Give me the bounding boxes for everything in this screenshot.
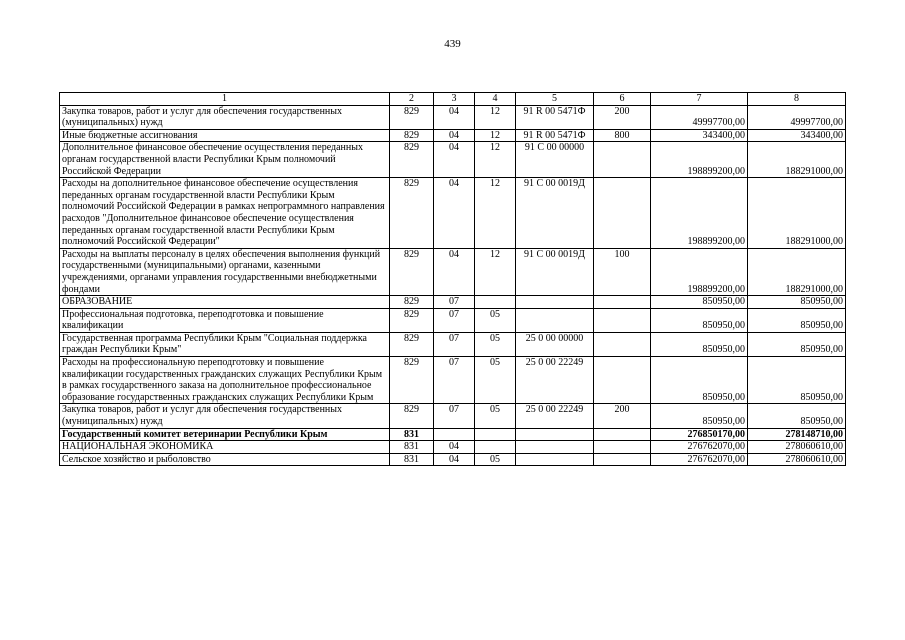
row-name-cell: Сельское хозяйство и рыболовство — [60, 453, 390, 466]
subsection-code-cell: 12 — [475, 142, 516, 178]
section-code-cell: 07 — [434, 357, 475, 404]
table-row — [60, 129, 846, 142]
admin-code-cell: 829 — [390, 129, 434, 142]
row-name-cell: Иные бюджетные ассигнования — [60, 129, 390, 142]
target-article-cell — [516, 296, 594, 309]
admin-code-cell: 829 — [390, 142, 434, 178]
subsection-code-cell: 05 — [475, 404, 516, 428]
target-article-cell: 91 C 00 0019Д — [516, 248, 594, 295]
subsection-code-cell: 12 — [475, 105, 516, 129]
amount-year1-cell: 49997700,00 — [651, 105, 748, 129]
amount-year1-cell: 198899200,00 — [651, 142, 748, 178]
row-name-cell: ОБРАЗОВАНИЕ — [60, 296, 390, 309]
expense-type-cell — [594, 296, 651, 309]
section-code-cell: 07 — [434, 308, 475, 332]
row-name-cell: Государственный комитет ветеринарии Республики Крым — [60, 428, 390, 441]
expense-type-cell — [594, 178, 651, 249]
section-code-cell: 04 — [434, 129, 475, 142]
row-name-cell: Государственная программа Республики Крым "Социальная поддержка граждан Республики Крым" — [60, 332, 390, 356]
amount-year2-cell: 278060610,00 — [748, 441, 846, 454]
amount-year1-cell: 198899200,00 — [651, 248, 748, 295]
table-row — [60, 178, 846, 249]
row-name-cell: Расходы на дополнительное финансовое обеспечение осуществления переданных органам государственной власти Республики Крым полномочий Российской Федерации в рамках непрограммного направления расходов "Дополнительное финансовое обеспечение осуществления переданных органам государственной власти Республики Крым полномочий Российской Федерации" — [60, 178, 390, 249]
amount-year1-cell: 850950,00 — [651, 308, 748, 332]
header-cell: 2 — [390, 93, 434, 106]
expense-type-cell — [594, 308, 651, 332]
header-cell: 7 — [651, 93, 748, 106]
section-code-cell: 04 — [434, 453, 475, 466]
table-row — [60, 453, 846, 466]
table-row — [60, 105, 846, 129]
row-name-cell: Закупка товаров, работ и услуг для обеспечения государственных (муниципальных) нужд — [60, 404, 390, 428]
row-name-cell: Закупка товаров, работ и услуг для обеспечения государственных (муниципальных) нужд — [60, 105, 390, 129]
amount-year1-cell: 198899200,00 — [651, 178, 748, 249]
amount-year2-cell: 850950,00 — [748, 357, 846, 404]
amount-year2-cell: 343400,00 — [748, 129, 846, 142]
amount-year1-cell: 343400,00 — [651, 129, 748, 142]
expense-type-cell: 100 — [594, 248, 651, 295]
header-cell: 6 — [594, 93, 651, 106]
header-cell: 5 — [516, 93, 594, 106]
admin-code-cell: 829 — [390, 105, 434, 129]
amount-year1-cell: 850950,00 — [651, 296, 748, 309]
subsection-code-cell: 12 — [475, 129, 516, 142]
amount-year1-cell: 276762070,00 — [651, 453, 748, 466]
table-row — [60, 248, 846, 295]
amount-year1-cell: 850950,00 — [651, 332, 748, 356]
row-name-cell: Расходы на выплаты персоналу в целях обеспечения выполнения функций государственными (муниципальными) органами, казенными учреждениями, органами управления государственными внебюджетными фондами — [60, 248, 390, 295]
table-row — [60, 142, 846, 178]
expense-type-cell — [594, 357, 651, 404]
amount-year2-cell: 188291000,00 — [748, 142, 846, 178]
target-article-cell: 91 C 00 0019Д — [516, 178, 594, 249]
amount-year2-cell: 850950,00 — [748, 308, 846, 332]
budget-table — [59, 92, 846, 466]
target-article-cell — [516, 441, 594, 454]
amount-year2-cell: 188291000,00 — [748, 248, 846, 295]
expense-type-cell — [594, 441, 651, 454]
header-cell: 3 — [434, 93, 475, 106]
subsection-code-cell: 05 — [475, 357, 516, 404]
section-code-cell: 04 — [434, 105, 475, 129]
admin-code-cell: 831 — [390, 428, 434, 441]
admin-code-cell: 831 — [390, 441, 434, 454]
subsection-code-cell: 12 — [475, 248, 516, 295]
subsection-code-cell: 12 — [475, 178, 516, 249]
header-cell: 4 — [475, 93, 516, 106]
table-row — [60, 441, 846, 454]
amount-year2-cell: 850950,00 — [748, 296, 846, 309]
section-code-cell: 04 — [434, 142, 475, 178]
subsection-code-cell — [475, 428, 516, 441]
expense-type-cell — [594, 453, 651, 466]
section-code-cell: 04 — [434, 178, 475, 249]
subsection-code-cell: 05 — [475, 453, 516, 466]
expense-type-cell — [594, 332, 651, 356]
row-name-cell: Профессиональная подготовка, переподготовка и повышение квалификации — [60, 308, 390, 332]
amount-year2-cell: 278148710,00 — [748, 428, 846, 441]
amount-year1-cell: 850950,00 — [651, 357, 748, 404]
amount-year2-cell: 850950,00 — [748, 332, 846, 356]
amount-year1-cell: 276762070,00 — [651, 441, 748, 454]
section-code-cell — [434, 428, 475, 441]
admin-code-cell: 829 — [390, 248, 434, 295]
row-name-cell: НАЦИОНАЛЬНАЯ ЭКОНОМИКА — [60, 441, 390, 454]
subsection-code-cell — [475, 441, 516, 454]
table-row — [60, 404, 846, 428]
amount-year2-cell: 278060610,00 — [748, 453, 846, 466]
admin-code-cell: 829 — [390, 308, 434, 332]
section-code-cell: 07 — [434, 296, 475, 309]
table-row — [60, 296, 846, 309]
section-code-cell: 07 — [434, 332, 475, 356]
section-code-cell: 07 — [434, 404, 475, 428]
target-article-cell — [516, 428, 594, 441]
amount-year2-cell: 49997700,00 — [748, 105, 846, 129]
section-code-cell: 04 — [434, 248, 475, 295]
amount-year2-cell: 188291000,00 — [748, 178, 846, 249]
target-article-cell: 91 R 00 5471Ф — [516, 105, 594, 129]
amount-year1-cell: 850950,00 — [651, 404, 748, 428]
admin-code-cell: 829 — [390, 404, 434, 428]
amount-year2-cell: 850950,00 — [748, 404, 846, 428]
target-article-cell: 25 0 00 00000 — [516, 332, 594, 356]
target-article-cell: 91 C 00 00000 — [516, 142, 594, 178]
table-row — [60, 357, 846, 404]
admin-code-cell: 829 — [390, 178, 434, 249]
target-article-cell — [516, 308, 594, 332]
subsection-code-cell: 05 — [475, 332, 516, 356]
target-article-cell — [516, 453, 594, 466]
section-code-cell: 04 — [434, 441, 475, 454]
admin-code-cell: 829 — [390, 357, 434, 404]
target-article-cell: 25 0 00 22249 — [516, 404, 594, 428]
table-row — [60, 332, 846, 356]
table-row — [60, 308, 846, 332]
expense-type-cell: 200 — [594, 404, 651, 428]
expense-type-cell — [594, 142, 651, 178]
target-article-cell: 91 R 00 5471Ф — [516, 129, 594, 142]
subsection-code-cell: 05 — [475, 308, 516, 332]
expense-type-cell: 800 — [594, 129, 651, 142]
header-row — [60, 93, 846, 106]
expense-type-cell: 200 — [594, 105, 651, 129]
target-article-cell: 25 0 00 22249 — [516, 357, 594, 404]
expense-type-cell — [594, 428, 651, 441]
admin-code-cell: 829 — [390, 296, 434, 309]
header-cell: 8 — [748, 93, 846, 106]
page-number: 439 — [444, 38, 461, 50]
admin-code-cell: 829 — [390, 332, 434, 356]
row-name-cell: Дополнительное финансовое обеспечение осуществления переданных органам государственной власти Республики Крым полномочий Российской Федерации — [60, 142, 390, 178]
amount-year1-cell: 276850170,00 — [651, 428, 748, 441]
subsection-code-cell — [475, 296, 516, 309]
row-name-cell: Расходы на профессиональную переподготовку и повышение квалификации государственных гражданских служащих Республики Крым в рамках государственного заказа на дополнительное профессиональное образование государственных гражданских служащих Республики Крым — [60, 357, 390, 404]
table-row — [60, 428, 846, 441]
header-cell: 1 — [60, 93, 390, 106]
admin-code-cell: 831 — [390, 453, 434, 466]
